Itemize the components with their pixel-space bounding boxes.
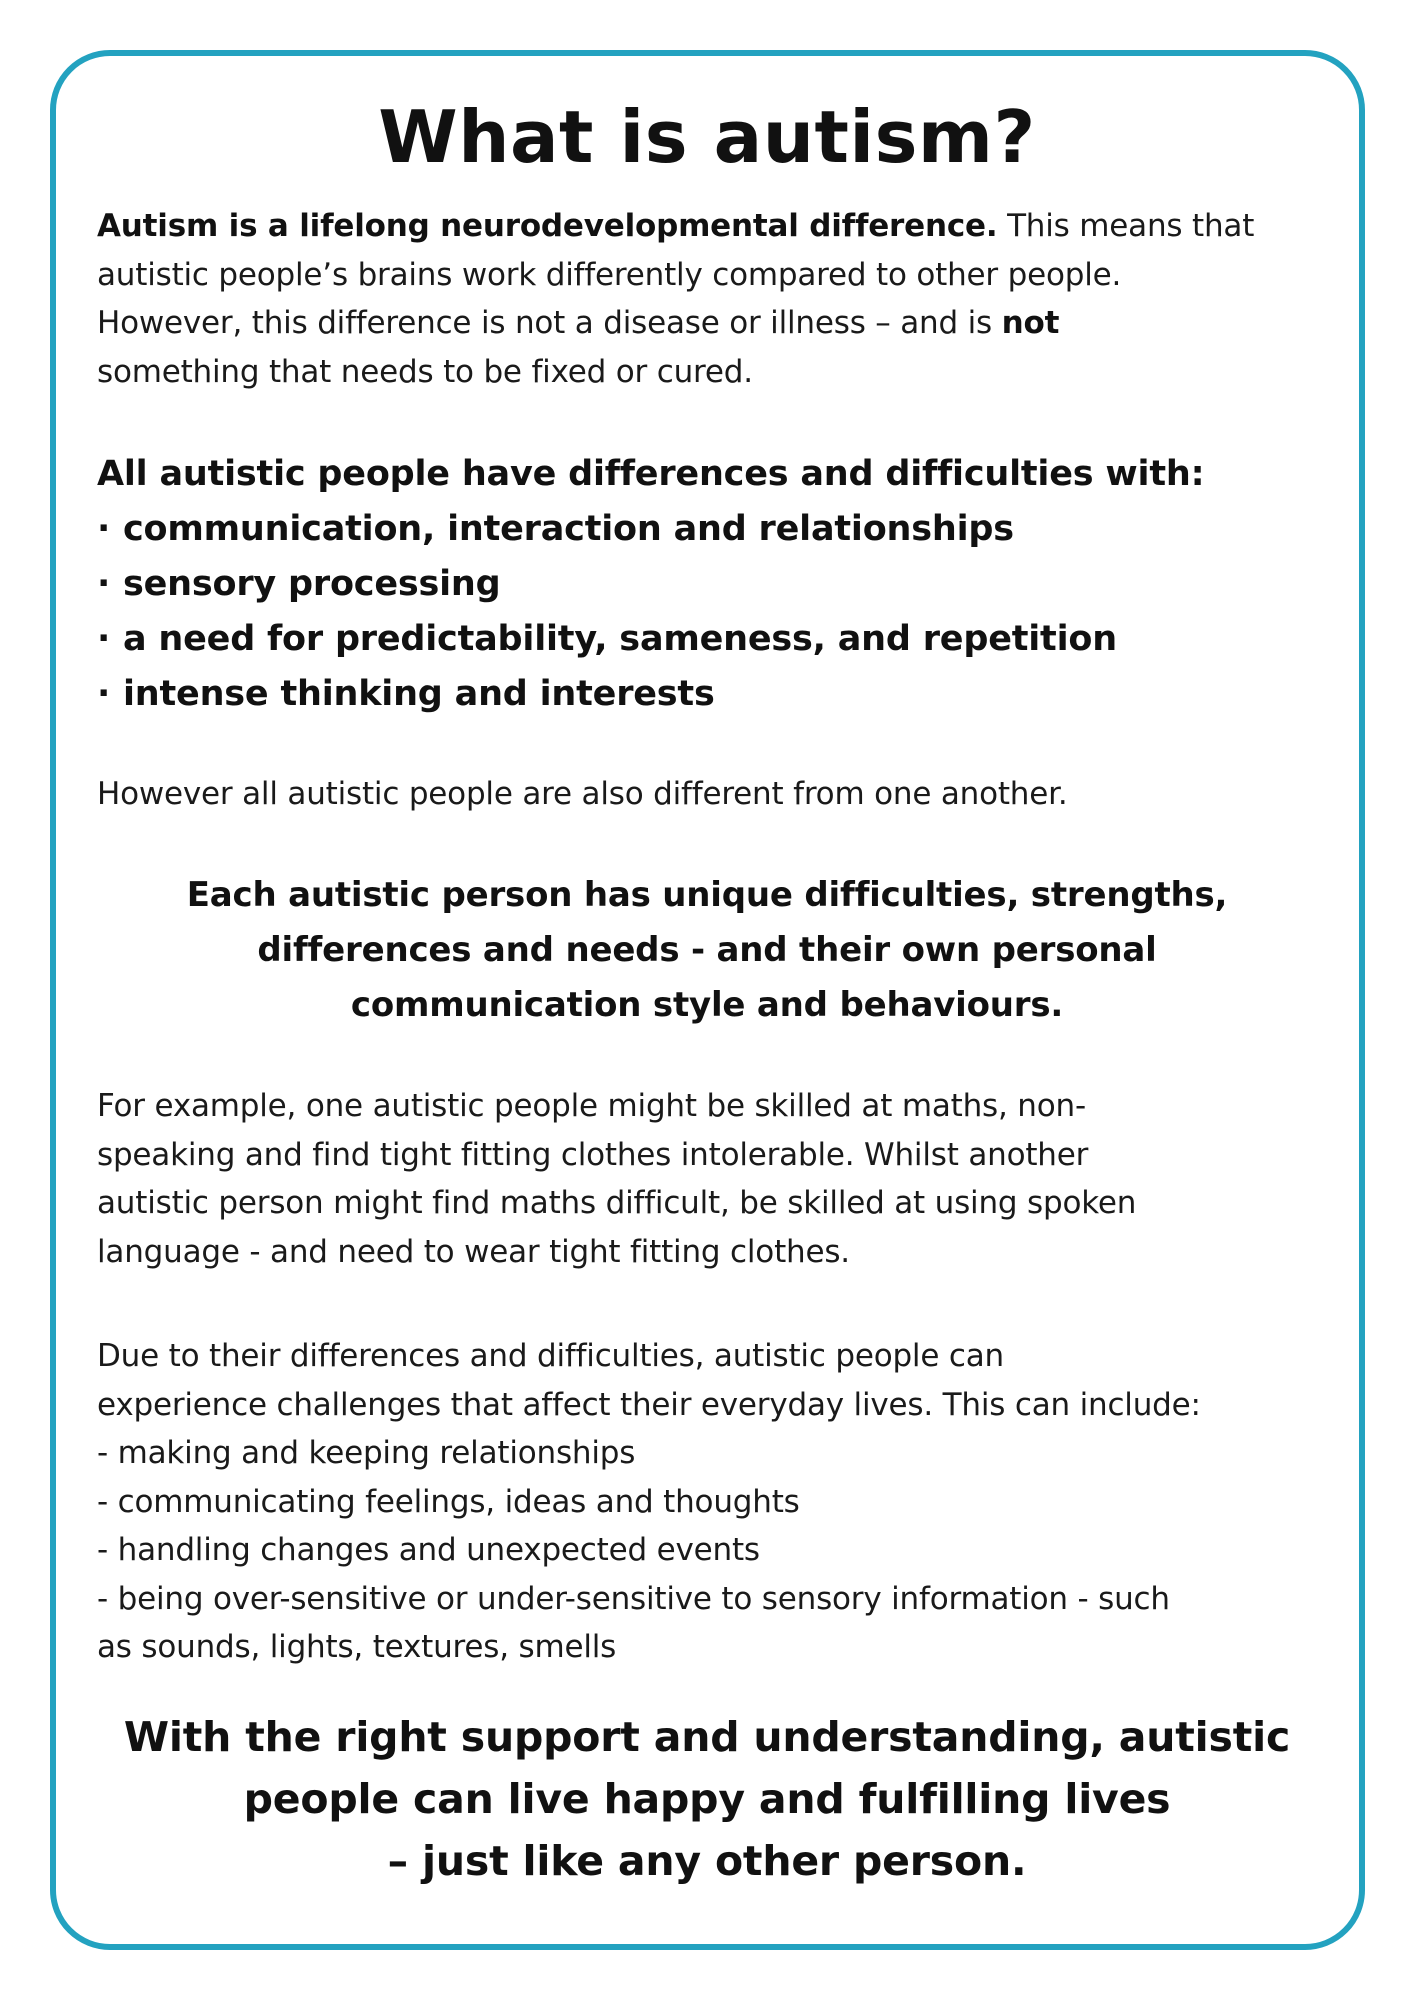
example-line-4: language - and need to wear tight fitting clothes.	[97, 1233, 850, 1270]
challenge-item: - being over-sensitive or under-sensitive to sensory information - such	[97, 1580, 1170, 1617]
also-different-statement: However all autistic people are also different from one another.	[97, 776, 1068, 812]
challenges-paragraph	[97, 1332, 1337, 1672]
bullet-icon: ·	[97, 509, 111, 549]
conclusion-line-2: people can live happy and fulfilling lives	[243, 1775, 1171, 1823]
challenges-line-2: experience challenges that affect their everyday lives. This can include:	[97, 1386, 1201, 1423]
list-item-text: communication, interaction and relationships	[123, 509, 1014, 549]
challenge-item: - communicating feelings, ideas and thoughts	[97, 1483, 800, 1520]
page-title: What is autism?	[378, 95, 1036, 179]
example-line-1: For example, one autistic people might be skilled at maths, non-	[97, 1088, 1086, 1124]
list-item-text: a need for predictability, sameness, and repetition	[123, 619, 1117, 659]
intro-not-bold: not	[1001, 305, 1060, 341]
intro-line-2: autistic people’s brains work differently compared to other people.	[97, 256, 1122, 293]
intro-line-1-rest: This means that	[997, 208, 1255, 244]
list-item	[97, 502, 1117, 557]
intro-paragraph	[97, 202, 1337, 396]
example-line-3: autistic person might find maths difficult, be skilled at using spoken	[97, 1185, 1137, 1221]
challenge-item: - handling changes and unexpected events	[97, 1532, 760, 1568]
list-item	[97, 557, 1117, 612]
conclusion-line-1: With the right support and understanding, autistic	[123, 1713, 1291, 1761]
intro-line-1	[97, 202, 1337, 251]
unique-line-1: Each autistic person has unique difficulties, strengths,	[186, 875, 1228, 915]
list-item	[97, 612, 1117, 667]
bullet-icon: ·	[97, 619, 111, 659]
example-line-2: speaking and find tight fitting clothes intolerable. Whilst another	[97, 1136, 1089, 1173]
list-item	[97, 667, 1117, 722]
differences-heading: All autistic people have differences and difficulties with:	[97, 454, 1205, 494]
intro-line-3-start: However, this difference is not a disease or illness – and is	[97, 305, 1002, 341]
conclusion-callout	[0, 1706, 1414, 1892]
intro-line-3	[97, 299, 1337, 348]
intro-line-4: something that needs to be fixed or cured.	[97, 353, 753, 390]
bullet-icon: ·	[97, 674, 111, 714]
challenges-line-1: Due to their differences and difficulties, autistic people can	[97, 1338, 1004, 1374]
bullet-icon: ·	[97, 564, 111, 604]
unique-line-3: communication style and behaviours.	[350, 985, 1064, 1025]
unique-line-2: differences and needs - and their own personal	[257, 930, 1157, 970]
challenge-item: - making and keeping relationships	[97, 1435, 636, 1471]
differences-list	[97, 502, 1117, 722]
example-paragraph	[97, 1082, 1337, 1276]
list-item-text: intense thinking and interests	[123, 674, 715, 714]
list-item-text: sensory processing	[123, 564, 501, 604]
unique-needs-callout	[0, 868, 1414, 1033]
challenge-item-continued: as sounds, lights, textures, smells	[97, 1629, 617, 1665]
intro-definition-bold: Autism is a lifelong neurodevelopmental difference.	[97, 208, 998, 244]
conclusion-line-3: – just like any other person.	[387, 1837, 1027, 1885]
